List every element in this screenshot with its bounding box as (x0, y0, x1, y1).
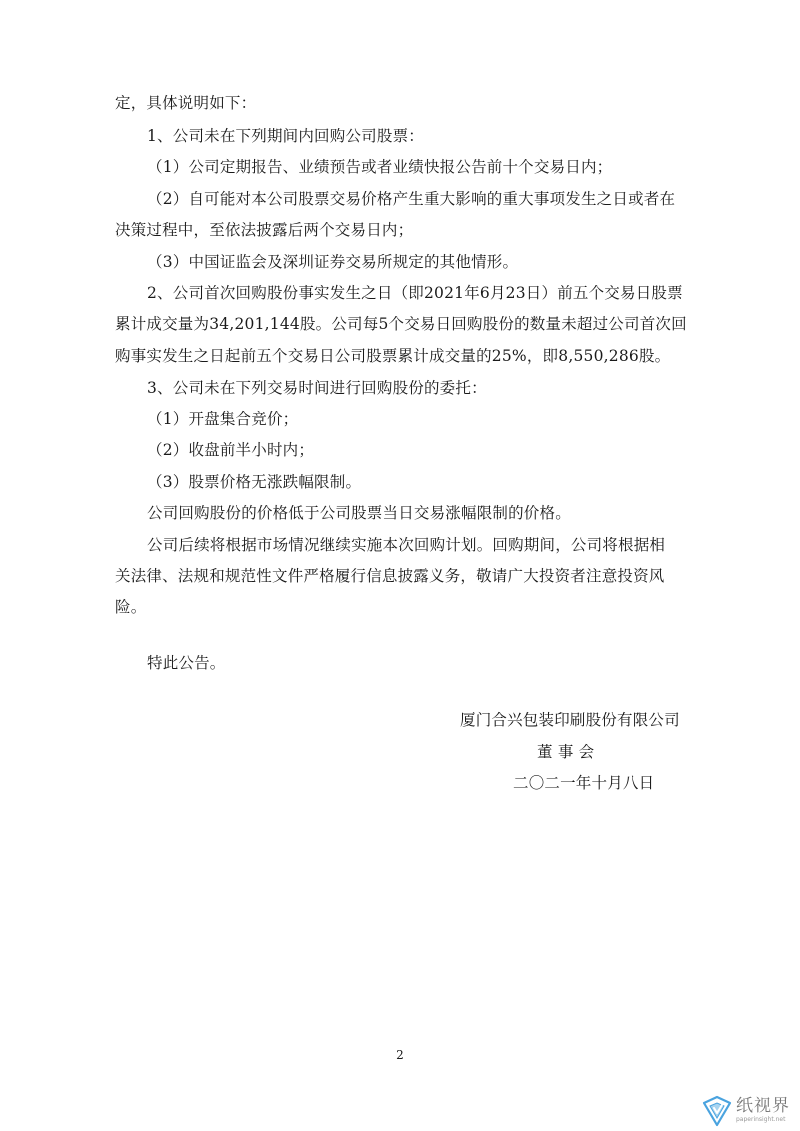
list-item-2-line-1: 2、公司首次回购股份事实发生之日（即2021年6月23日）前五个交易日股票 (147, 284, 683, 302)
list-item-3-heading: 3、公司未在下列交易时间进行回购股份的委托： (147, 379, 487, 397)
closing-paragraph-line-3: 险。 (115, 598, 147, 616)
signature-date: 二〇二一年十月八日 (513, 774, 655, 792)
watermark (700, 1094, 796, 1128)
list-item-1-2: （2）自可能对本公司股票交易价格产生重大影响的重大事项发生之日或者在 (147, 190, 676, 208)
page-number: 2 (396, 1048, 404, 1062)
signature-board: 董 事 会 (537, 743, 595, 761)
watermark-url: paperinsight.net (736, 1116, 786, 1123)
price-statement: 公司回购股份的价格低于公司股票当日交易涨幅限制的价格。 (147, 504, 571, 522)
list-item-3-2: （2）收盘前半小时内； (147, 441, 315, 459)
list-item-2-line-3: 购事实发生之日起前五个交易日公司股票累计成交量的25%，即8,550,286股。 (115, 347, 671, 365)
list-item-1-2-continuation: 决策过程中，至依法披露后两个交易日内； (115, 221, 414, 239)
announcement-closing: 特此公告。 (147, 654, 226, 672)
watermark-logo-icon (700, 1094, 734, 1128)
list-item-1-1: （1）公司定期报告、业绩预告或者业绩快报公告前十个交易日内； (147, 158, 613, 176)
list-item-3-3: （3）股票价格无涨跌幅限制。 (147, 473, 362, 491)
signature-company: 厦门合兴包装印刷股份有限公司 (460, 711, 680, 729)
list-item-1-3: （3）中国证监会及深圳证券交易所规定的其他情形。 (147, 253, 519, 271)
closing-paragraph-line-1: 公司后续将根据市场情况继续实施本次回购计划。回购期间，公司将根据相 (147, 536, 666, 554)
paragraph-line: 定，具体说明如下： (115, 94, 257, 112)
list-item-2-line-2: 累计成交量为34,201,144股。公司每5个交易日回购股份的数量未超过公司首次回 (115, 315, 687, 333)
closing-paragraph-line-2: 关法律、法规和规范性文件严格履行信息披露义务，敬请广大投资者注意投资风 (115, 567, 665, 585)
list-item-3-1: （1）开盘集合竞价； (147, 410, 299, 428)
watermark-text: 纸视界 (736, 1096, 790, 1116)
list-item-1-heading: 1、公司未在下列期间内回购公司股票： (147, 127, 424, 145)
